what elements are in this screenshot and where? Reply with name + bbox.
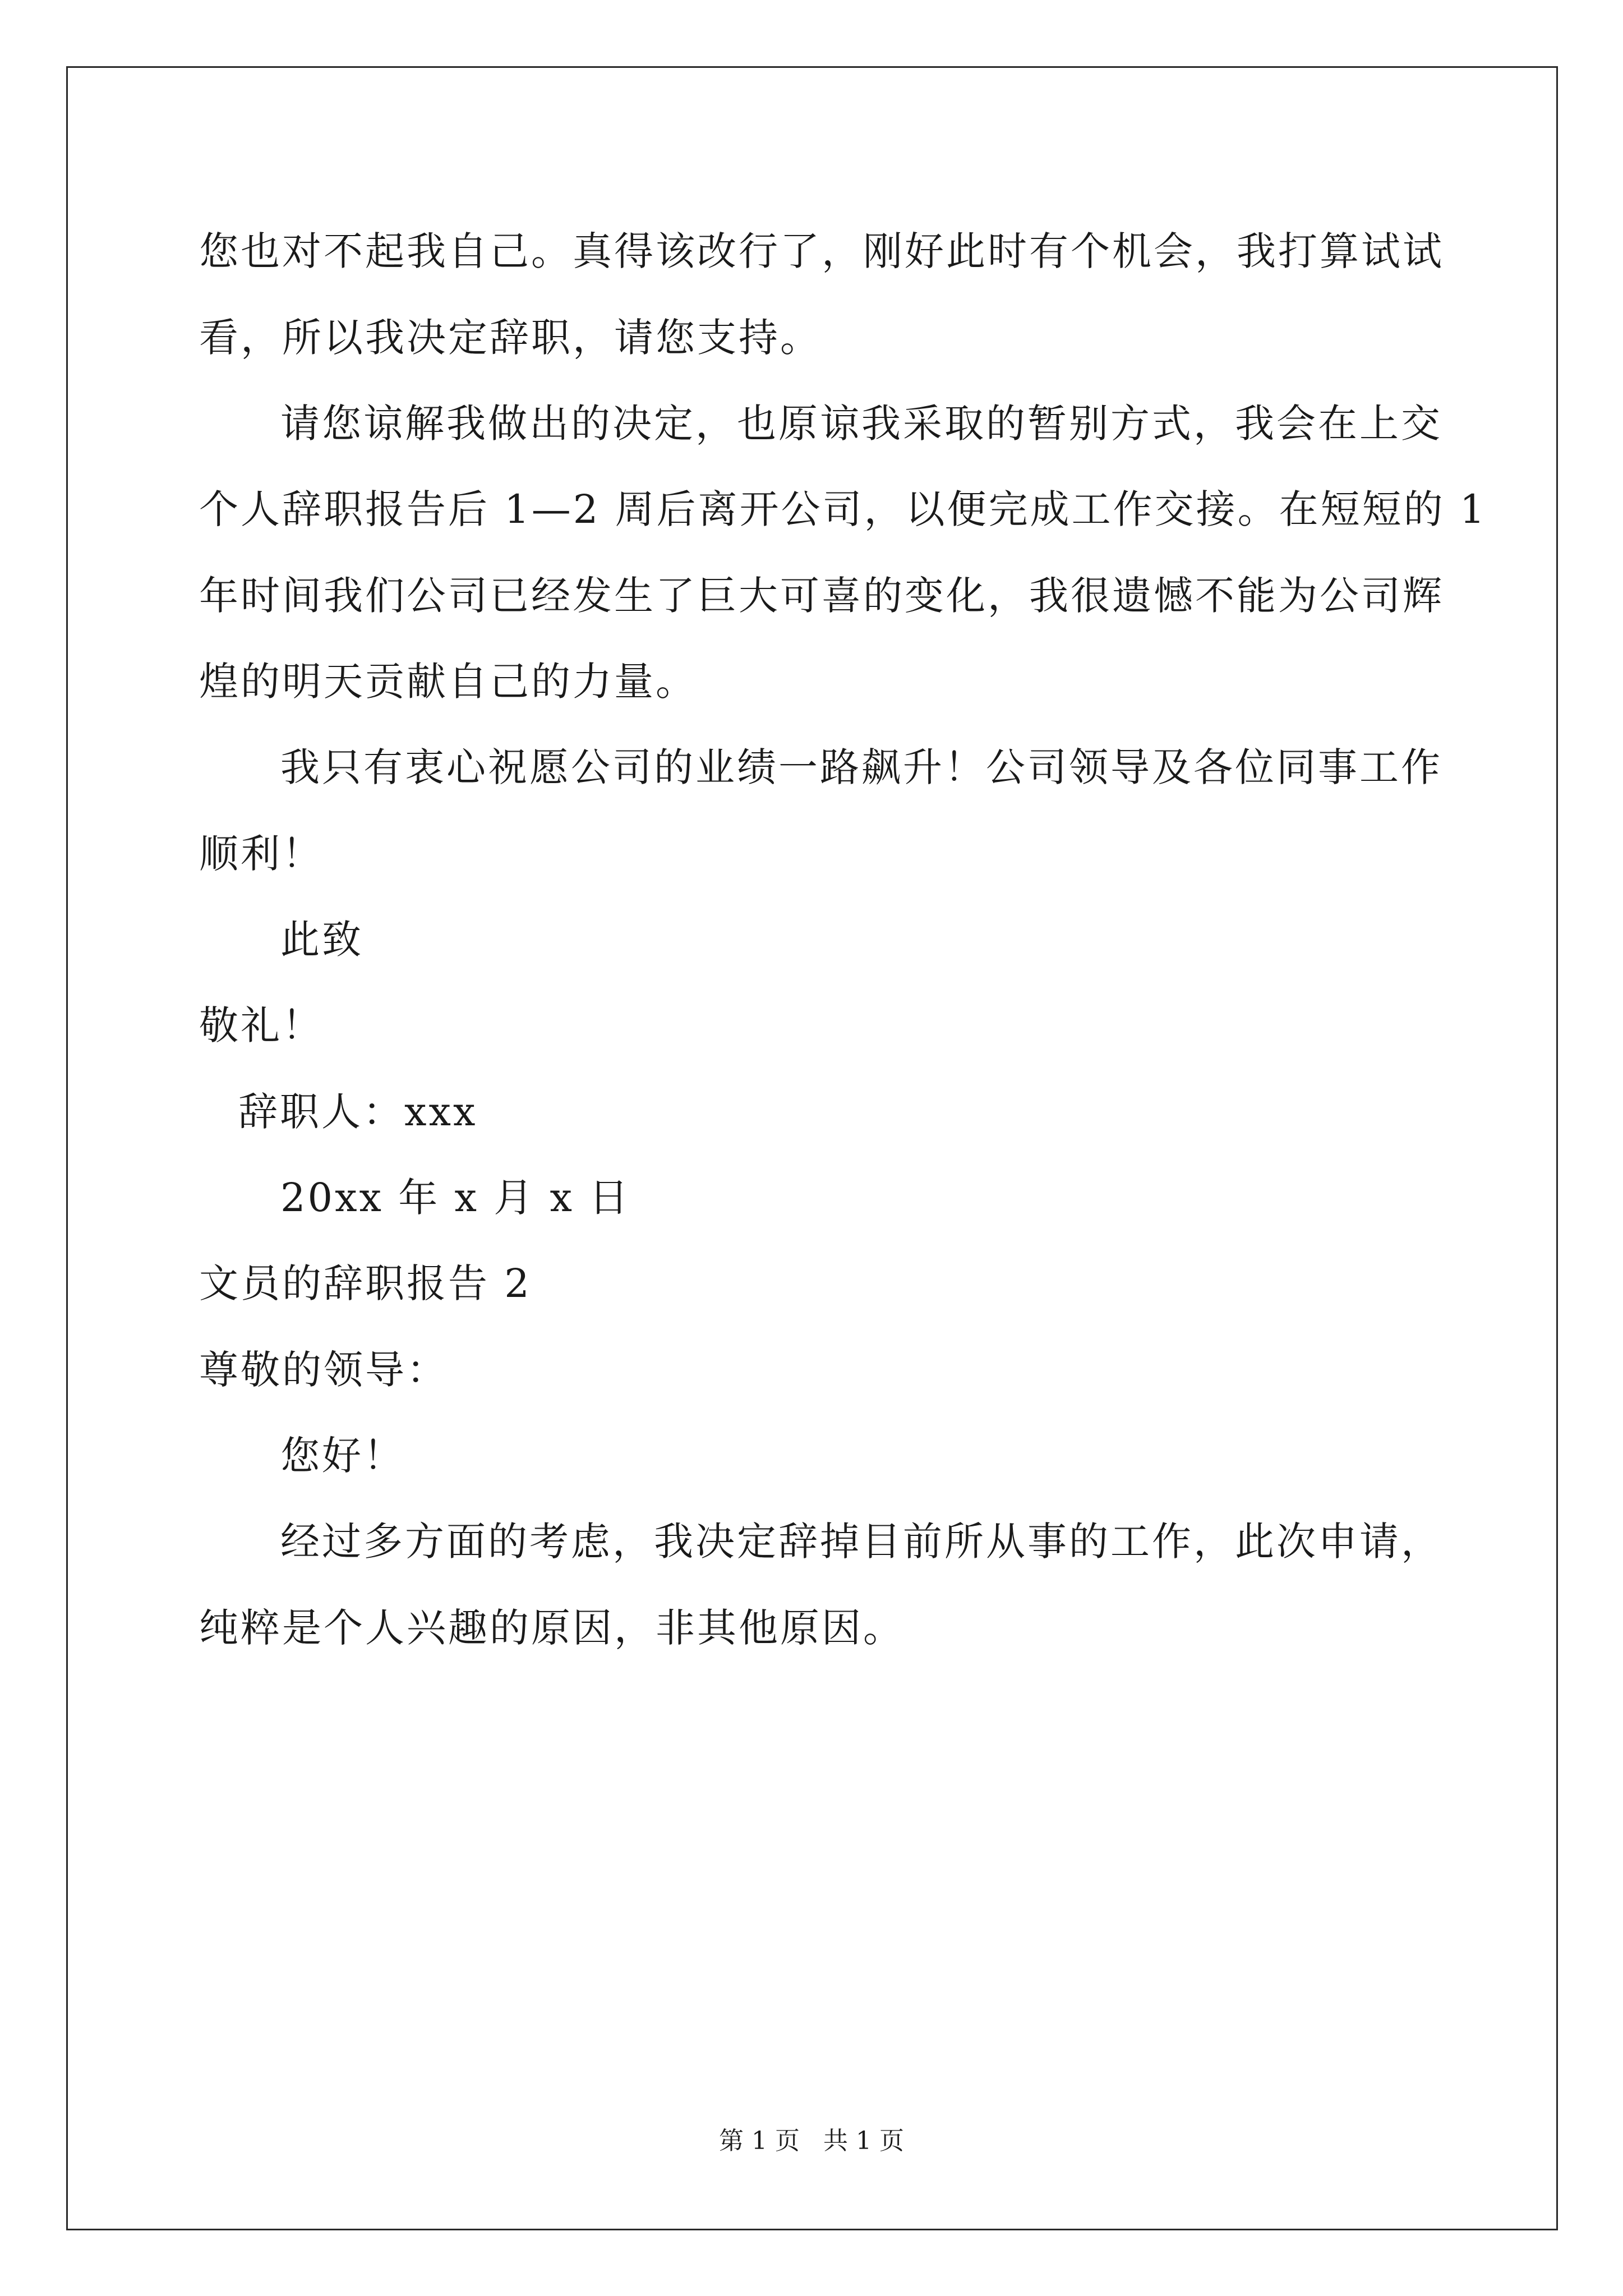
text-line: 顺利！ <box>199 831 324 877</box>
page-number-footer: 第 1 页 共 1 页 <box>719 2127 904 2155</box>
section-title: 文员的辞职报告 2 <box>199 1260 532 1306</box>
greeting: 尊敬的领导： <box>199 1347 448 1393</box>
date-line: 20xx 年 x 月 x 日 <box>280 1175 631 1221</box>
signatory: 辞职人：xxx <box>238 1089 478 1135</box>
text-line: 请您谅解我做出的决定，也原谅我采取的暂别方式，我会在上交 <box>280 401 1442 447</box>
text-line: 您也对不起我自己。真得该改行了，刚好此时有个机会，我打算试试 <box>199 228 1444 274</box>
closing-regards: 敬礼！ <box>199 1002 324 1048</box>
text-line: 纯粹是个人兴趣的原因，非其他原因。 <box>199 1605 905 1651</box>
text-line: 看，所以我决定辞职，请您支持。 <box>199 315 822 361</box>
text-line: 经过多方面的考虑，我决定辞掉目前所从事的工作，此次申请， <box>280 1519 1442 1565</box>
text-line: 我只有衷心祝愿公司的业绩一路飙升！公司领导及各位同事工作 <box>280 744 1442 790</box>
text-line: 年时间我们公司已经发生了巨大可喜的变化，我很遗憾不能为公司辉 <box>199 573 1444 619</box>
closing-salutation: 此致 <box>280 917 363 963</box>
text-line: 个人辞职报告后 1—2 周后离开公司，以便完成工作交接。在短短的 1 <box>199 486 1487 532</box>
greeting-hello: 您好！ <box>280 1433 405 1479</box>
text-line: 煌的明天贡献自己的力量。 <box>199 659 697 705</box>
page-border <box>66 66 1558 2230</box>
